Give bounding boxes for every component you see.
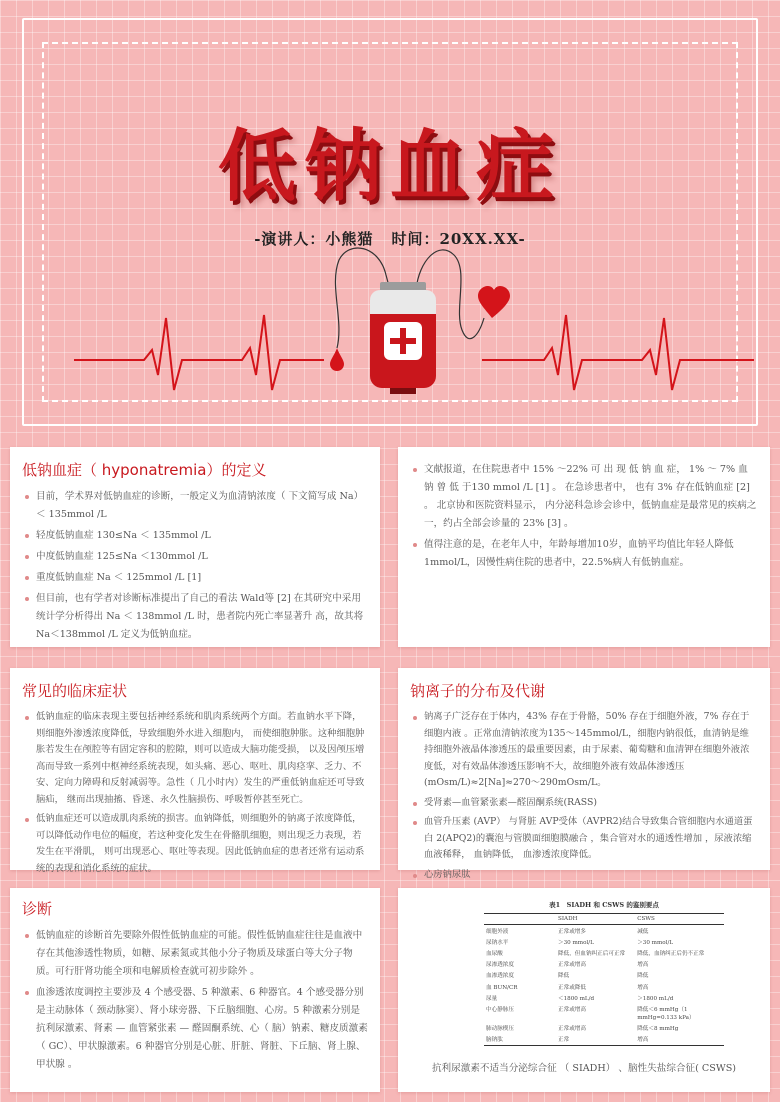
table-cell: 减低 [637,928,649,935]
table-cell: 正常或降低 [558,984,586,991]
definition-card [10,447,380,647]
symptoms-card [10,668,380,874]
table-cell: 中心静脉压 [486,1006,514,1013]
table-cell: 血尿酸 [486,950,503,957]
table-header: SIADH [556,914,635,925]
table-caption: 表1 SIADH 和 CSWS 的鉴别要点 [549,901,659,909]
table-header [484,914,556,925]
sodium-metabolism-card [398,668,770,880]
heartbeat-line-right-icon [482,315,754,390]
table-cell: 细胞外液 [486,928,509,935]
blood-bag-heartbeat-illustration [74,230,754,400]
list-item: 轻度低钠血症 130≤Na ＜ 135mmol /L [22,527,368,545]
table-cell: 降低 [637,973,649,980]
table-cell: ＞30 mmol/L [637,939,674,946]
list-item: 低钠血症的临床表现主要包括神经系统和肌肉系统两个方面。若血钠水平下降，则细胞外渗透浓度降低，导致细胞外水进入细胞内， 而使细胞肿胀。这种细胞肿胀若发生在颅腔等有固定容积的腔隙，则可以造成大脑功能受损， 以及因颅压增高而导致一系列中枢神经系统表现，如头痛、恶心、呕吐、肌肉痉挛、乏力、不安、定向力障碍和反射减弱等。急性（ 几小时内）发生的严重低钠血症还可导致脑疝， 继而出现抽搐、昏迷、永久性脑损伤、呼吸暂停甚至死亡。 [22,709,368,808]
differential-table-card [398,888,770,1092]
table-cell: 正常或增高 [558,962,586,969]
table-cell: ＜1800 mL/d [558,995,595,1002]
definition-list [22,488,368,644]
time-label: 时间：20XX.XX- [391,230,526,248]
table-cell: ＞30 mmol/L [558,939,594,946]
sodium-title: 钠离子的分布及代谢 [410,682,546,700]
list-item: 心房钠尿肽 [410,867,758,884]
table-cell: 脑钠肽 [484,1034,556,1046]
table-header: CSWS [635,914,724,925]
table-row [484,1034,724,1046]
table-row [484,992,724,1003]
table-cell: 降低＜6 mmHg（1 mmHg=0.133 kPa） [637,1006,695,1021]
list-item: 中度低钠血症 125≤Na ＜130mmol /L [22,548,368,566]
cover-frame [22,18,758,426]
heart-icon [478,286,510,318]
table-footnote: 抗利尿激素不适当分泌综合征 （ SIADH） 、脑性失盐综合征( CSWS) [431,1063,737,1074]
diagnosis-card [10,888,380,1092]
table-cell: 降低 [558,973,570,980]
symptoms-list [22,709,368,877]
table-row [484,981,724,992]
table-cell: 尿渗透浓度 [486,962,514,969]
presenter-label: -演讲人：小熊猫 [254,230,374,248]
list-item: 值得注意的是，在老年人中，年龄每增加10岁，血钠平均值比年轻人降低1mmol/L，因慢性病住院的患者中，22.5%病人有低钠血症。 [410,536,758,572]
table-cell: 正常 [556,1034,635,1046]
table-row [484,936,724,947]
table-row [484,959,724,970]
epidemiology-list [410,461,758,572]
list-item: 钠离子广泛存在于体内，43% 存在于骨骼，50% 存在于细胞外液，7% 存在于细胞内液 。正常血清钠浓度为135～145mmol/L，细胞内钠很低，血清钠是维持细胞外液晶体渗透压的最重要因素，由于尿素、葡萄糖和血清钾在细胞外液浓度低，对有效晶体渗透压影响不大，故细胞外液有效晶体渗透压(mOsm/L)≈2[Na]≈270～290mOsm/L。 [410,709,758,792]
table-row [484,1023,724,1034]
table-cell: 尿量 [486,995,498,1002]
table-cell: ＞1800 mL/d [637,995,674,1002]
diagnosis-list [22,927,368,1074]
definition-title: 低钠血症（ hyponatremia）的定义 [22,461,267,479]
differential-table [484,900,724,1046]
table-row [484,947,724,958]
table-cell: 血 BUN/CR [486,984,518,991]
list-item: 受肾素—血管紧张素—醛固酮系统(RASS) [410,795,758,812]
epidemiology-card [398,447,770,647]
symptoms-title: 常见的临床症状 [22,682,128,700]
table-cell: 增高 [637,984,649,991]
table-cell: 降低，但血钠纠正后可正常 [558,950,626,957]
list-item: 但目前，也有学者对诊断标准提出了自己的看法 Wald等 [2] 在其研究中采用统计学分析得出 Na ＜ 138mmol /L 时，患者院内死亡率显著升 高，故其将Na＜138mmol /L 定义为低钠血症。 [22,590,368,644]
list-item: 目前，学术界对低钠血症的诊断，一般定义为血清钠浓度（ 下文简写成 Na）＜ 135mmol /L [22,488,368,524]
list-item: 血渗透浓度调控主要涉及 4 个感受器、5 种激素、6 种器官。4 个感受器分别是主动脉体（ 颈动脉窦）、肾小球旁器、下丘脑细胞、心房。5 种激素分别是抗利尿激素、肾素 — 血管紧张素 — 醛固酮系统、心（ 脑）钠素、糖皮质激素（ GC）、甲状腺激素。6 种器官分别是心脏、肝脏、肾脏、下丘脑、肾上腺、甲状腺 。 [22,984,368,1074]
table-header-row [484,914,724,925]
table-cell: 尿钠水平 [486,939,509,946]
table-cell: 肺动脉楔压 [486,1026,514,1033]
cover-title: 低钠血症 [217,122,562,212]
table-cell: 血渗透浓度 [486,973,514,980]
table-cell: 增高 [637,962,649,969]
table-cell: 降低，血钠纠正后仍不正常 [637,950,705,957]
blood-drop-icon [330,348,344,371]
table-row [484,970,724,981]
table-cell: 正常或增高 [558,1006,586,1013]
list-item: 血管升压素 (AVP） 与肾脏 AVP受体（AVPR2)结合导致集合管细胞内水通道蛋白 2(APQ2)的囊泡与管膜面细胞膜融合 ，集合管对水的通透性增加 ，尿液浓缩血液稀释， 血钠降低， 血渗透浓度降低。 [410,814,758,864]
list-item: 重度低钠血症 Na ＜ 125mmol /L [1] [22,569,368,587]
table-cell: 增高 [635,1034,724,1046]
heartbeat-line-left-icon [74,315,324,390]
table-cell: 正常或增多 [558,928,586,935]
table-row [484,1003,724,1022]
table-row [484,925,724,937]
table-cell: 降低＜8 mmHg [637,1026,679,1033]
table-cell: 正常或增高 [558,1026,586,1033]
diagnosis-title: 诊断 [22,900,53,918]
sodium-list [410,709,758,883]
blood-bag-icon [370,282,436,394]
list-item: 低钠血症的诊断首先要除外假性低钠血症的可能。假性低钠血症往往是血液中存在其他渗透性物质，如糖、尿素氮或其他小分子物质及球蛋白等大分子物质。可行肝肾功能全项和电解质检查就可初步除外 。 [22,927,368,981]
list-item: 文献报道，在住院患者中 15% ～22% 可 出 现 低 钠 血 症， 1% ～ 7% 血 钠 曾 低 于130 mmol /L [1] 。 在急诊患者中， 也有 3% 存在低钠血症 [2] 。 北京协和医院资料显示， 内分泌科急诊会诊中，低钠血症是最常见的疾病之一，约占全部会诊量的 23% [3] 。 [410,461,758,533]
list-item: 低钠血症还可以造成肌肉系统的损害。血钠降低，则细胞外的钠离子浓度降低，可以降低动作电位的幅度，若这种变化发生在骨骼肌细胞，则出现乏力表现，若发生在平滑肌， 则可出现恶心、呕吐等表现。因此低钠血症的患者还常有运动系统的表现和消化系统的症状。 [22,811,368,877]
